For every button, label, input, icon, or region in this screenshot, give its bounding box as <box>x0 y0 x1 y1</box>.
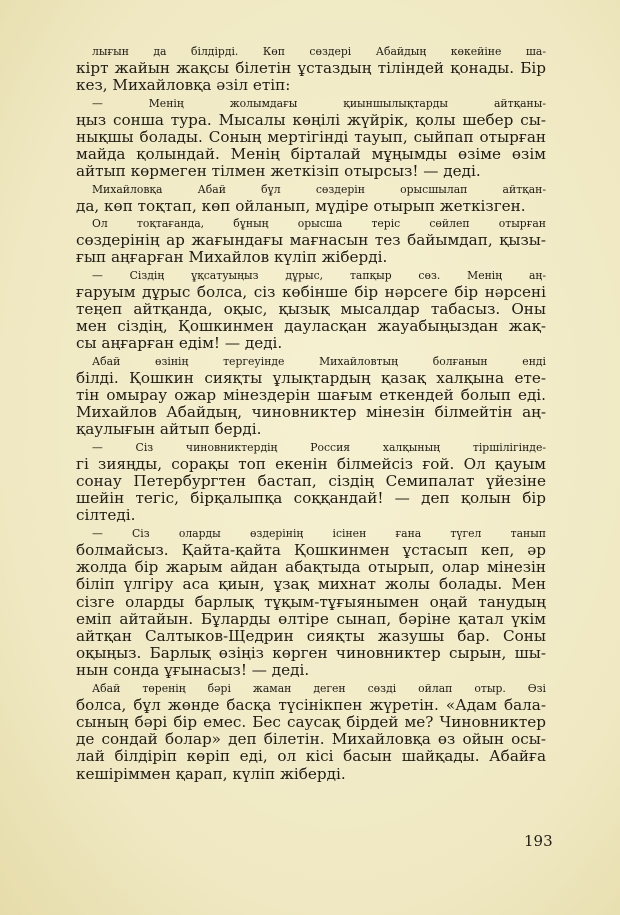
text-line: нықшы болады. Соның мертігінді тауып, сыйпап отырған <box>76 128 546 147</box>
text-line: тін омырау ожар мінездерін шағым еткендей болып еді. <box>76 386 546 405</box>
text-line: ғаруым дұрыс болса, сіз көбінше бір нәрсеге бір нәрсені <box>76 282 546 301</box>
text-line: ңыз сонша тура. Мысалы көңілі жүйрік, қолы шебер сы- <box>76 110 546 129</box>
text-line: сы аңғарған едім! — деді. <box>76 334 283 353</box>
text-line: лай білдіріп көріп еді, ол кісі басын шайқады. Абайға <box>76 747 546 766</box>
text-line: Абай өзінің тергеуінде Михайловтың болғанын енді <box>92 354 546 368</box>
text-line: — Сіз чиновниктердің Россия халқының тіршілігінде- <box>92 440 546 454</box>
text-line: кешіріммен қарап, күліп жіберді. <box>76 764 346 783</box>
text-line: болмайсыз. Қайта-қайта Қошкинмен ұстасып кеп, әр <box>76 540 546 559</box>
text-line: сізге оларды барлық тұқым-тұғыянымен оңай танудың <box>76 592 546 611</box>
text-line: Михайловқа Абай бұл сөздерін орысшылап айтқан- <box>92 182 546 196</box>
text-line: кірт жайын жақсы білетін ұстаздың тіліндей қонады. Бір <box>76 59 546 78</box>
text-line: болса, бұл жөнде басқа түсінікпен жүретін. «Адам бала- <box>76 695 546 714</box>
text-line: сөздерінің ар жағындағы мағнасын тез байымдап, қызы- <box>76 231 546 250</box>
text-line: жолда бір жарым айдан абақтыда отырып, олар мінезін <box>76 558 546 577</box>
page-number: 193 <box>524 832 553 850</box>
text-line: Михайлов Абайдың, чиновниктер мінезін білмейтін аң- <box>76 403 546 422</box>
text-line: теңеп айтқанда, оқыс, қызық мысалдар табасыз. Оны <box>76 300 546 319</box>
paragraph <box>76 680 546 783</box>
text-line: шейін тегіс, бірқалыпқа соққандай! — деп қолын бір <box>76 489 546 508</box>
page-text <box>76 43 546 783</box>
text-line: біліп үлгіру аса қиын, ұзақ михнат жолы болады. Мен <box>76 575 546 594</box>
paragraph <box>76 439 546 525</box>
text-line: майда қолындай. Менің бірталай мұңымды өзіме өзім <box>76 145 546 164</box>
text-line: — Сіздің ұқсатуыңыз дұрыс, тапқыр сөз. Менің аң- <box>92 268 546 282</box>
text-line: нын сонда ұғынасыз! — деді. <box>76 661 310 680</box>
paragraph <box>76 43 546 95</box>
text-line: еміп айтайын. Бұларды өлтіре сынап, бәріне қатал үкім <box>76 609 546 628</box>
text-line: Ол тоқтағанда, бұның орысша теріс сөйлеп отырған <box>92 217 546 231</box>
text-line: білді. Қошкин сияқты ұлықтардың қазақ халқына ете- <box>76 368 546 387</box>
text-line: да, көп тоқтап, көп ойланып, мүдіре отырып жеткізген. <box>76 196 526 215</box>
paragraph <box>76 181 546 215</box>
text-line: сының бәрі бір емес. Бес саусақ бірдей ме? Чиновниктер <box>76 712 546 731</box>
text-line: сілтеді. <box>76 506 136 525</box>
paragraph <box>76 525 546 680</box>
text-line: қаулығын айтып берді. <box>76 420 262 439</box>
text-line: айтқан Салтыков-Щедрин сияқты жазушы бар. Соны <box>76 626 546 645</box>
text-line: — Сіз оларды өздерінің ісінен ғана түгел танып <box>92 526 546 540</box>
text-line: оқыңыз. Барлық өзіңіз көрген чиновниктер сырын, шы- <box>76 644 546 663</box>
paragraph <box>76 267 546 353</box>
text-line: ғып аңғарған Михайлов күліп жіберді. <box>76 248 388 267</box>
text-line: де сондай болар» деп білетін. Михайловқа өз ойын осы- <box>76 730 546 749</box>
text-line: Абай төренің бәрі жаман деген сөзді ойлап отыр. Өзі <box>92 681 546 695</box>
paragraph <box>76 95 546 181</box>
text-line: гі зияңды, сорақы топ екенін білмейсіз ғой. Ол қауым <box>76 454 546 473</box>
text-line: сонау Петербургтен бастап, сіздің Семипалат үйезіне <box>76 472 546 491</box>
paragraph <box>76 215 546 267</box>
text-line: кез, Михайловқа әзіл етіп: <box>76 76 291 95</box>
text-line: айтып көрмеген тілмен жеткізіп отырсыз! — деді. <box>76 162 481 181</box>
text-line: — Менің жолымдағы қиыншылықтарды айтқаны- <box>92 96 546 110</box>
text-line: лығын да білдірді. Көп сөздері Абайдың көкейіне ша- <box>92 45 546 58</box>
text-line: мен сіздің, Қошкинмен дауласқан жауабыңыздан жақ- <box>76 317 546 336</box>
paragraph <box>76 353 546 439</box>
